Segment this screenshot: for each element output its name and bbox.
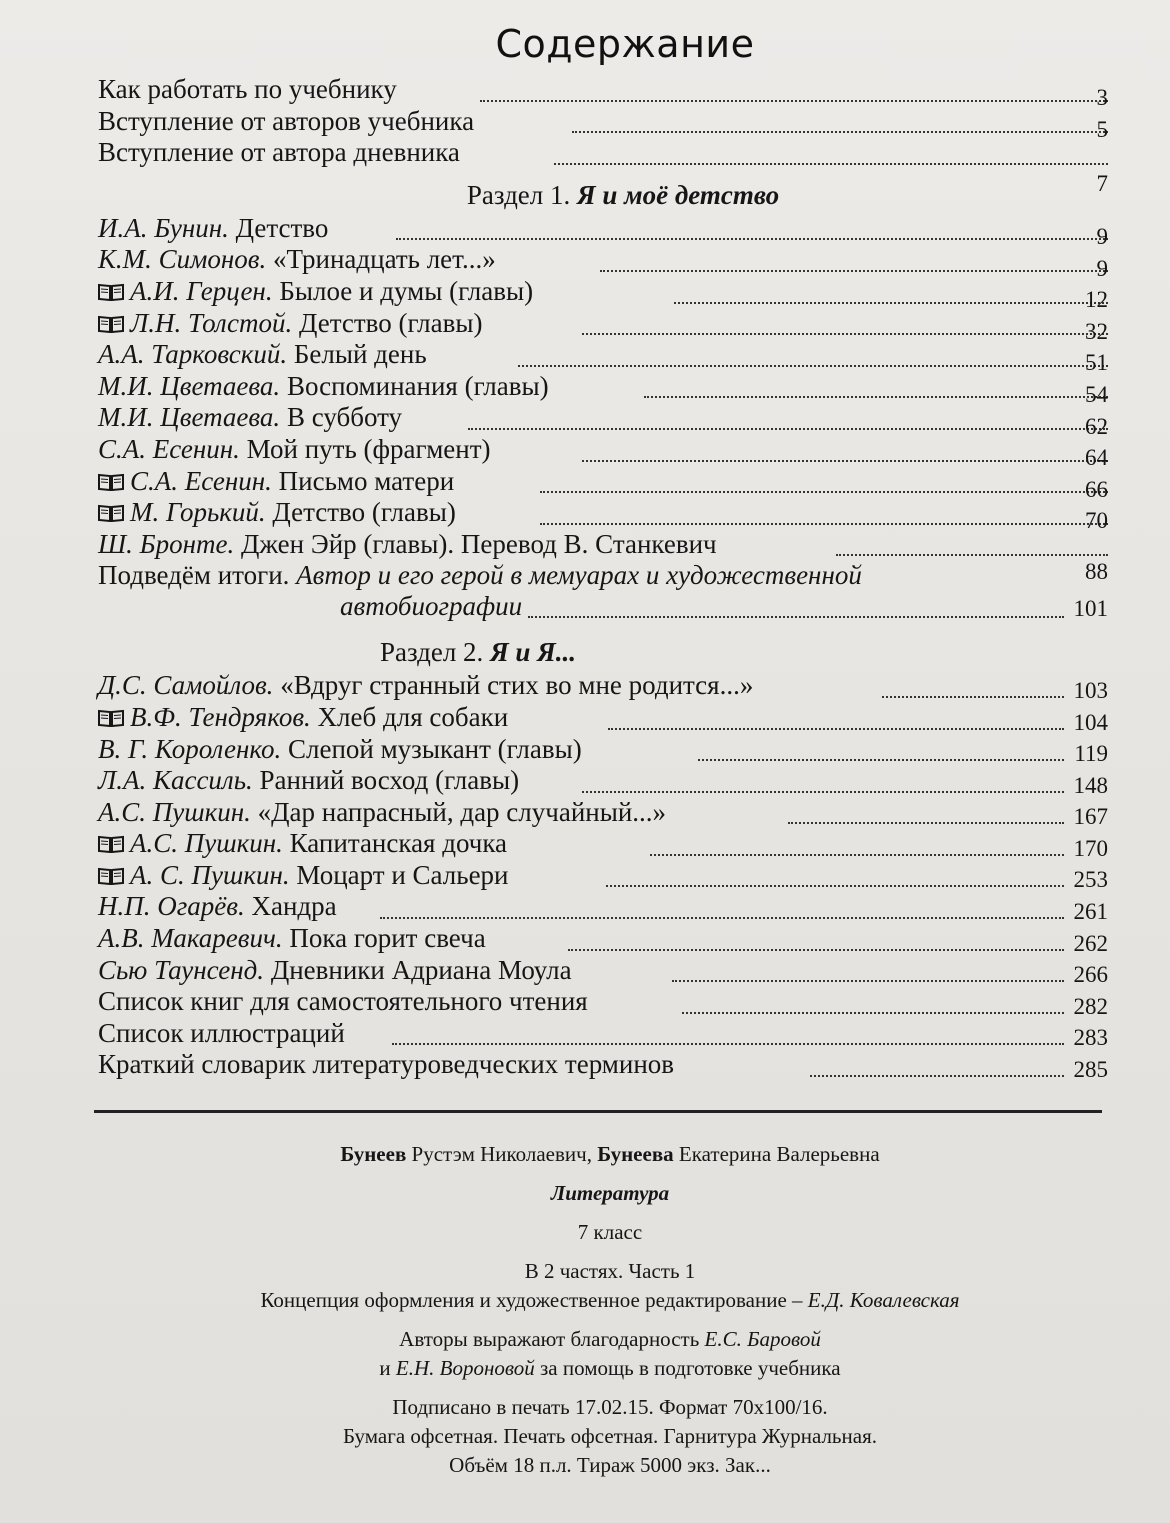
page-number: 70 (1085, 508, 1108, 534)
dot-leader (468, 428, 1108, 430)
page-number: 148 (1073, 772, 1108, 798)
dot-leader (380, 917, 1064, 919)
page-number: 119 (1074, 741, 1108, 767)
toc-row (98, 828, 1108, 860)
toc-row (98, 797, 1108, 829)
author-name: Л.Н. Толстой. (130, 307, 293, 338)
author-name: А.В. Макаревич. (98, 923, 283, 954)
work-title: Белый день (293, 339, 427, 370)
author-name: Ш. Бронте. (98, 528, 235, 559)
book-icon (98, 835, 124, 853)
author-name: В. Г. Короленко. (98, 733, 282, 764)
toc-row (98, 923, 1108, 955)
book-icon (98, 283, 124, 301)
dot-leader (582, 333, 1108, 335)
dot-leader (836, 554, 1108, 556)
work-title: В субботу (286, 402, 403, 433)
section-heading (98, 173, 1108, 213)
author-given-name: Екатерина Валерьевна (678, 1142, 880, 1166)
page-title: Содержание (495, 22, 755, 66)
table-of-contents (98, 74, 1108, 1081)
work-title: Детство (главы) (272, 497, 456, 528)
page-number: 32 (1085, 318, 1108, 344)
dot-leader (644, 396, 1108, 398)
thanks-name: Е.С. Баровой (704, 1327, 821, 1351)
work-title: Моцарт и Сальери (296, 859, 509, 890)
toc-row (98, 734, 1108, 766)
toc-entry-text: Как работать по учебнику (98, 74, 397, 104)
page-number: 88 (1085, 559, 1108, 585)
thanks-text: и (379, 1356, 391, 1380)
section-name: Я и Я... (490, 637, 577, 668)
dot-leader (698, 759, 1064, 761)
thanks-name: Е.Н. Вороновой (395, 1356, 535, 1380)
dot-leader (396, 238, 1108, 240)
print-paper-line: Бумага офсетная. Печать офсетная. Гарнитура Журнальная. (343, 1424, 877, 1448)
design-label: Концепция оформления и художественное редактирование – (260, 1288, 803, 1312)
parts-line: В 2 частях. Часть 1 (524, 1259, 696, 1283)
toc-row (98, 1049, 1108, 1081)
dot-leader (572, 131, 1108, 133)
divider-rule (94, 1110, 1102, 1113)
toc-row (98, 860, 1108, 892)
page-number: 104 (1073, 709, 1108, 735)
author-name: И.А. Бунин. (98, 212, 229, 243)
work-title: Письмо матери (278, 465, 455, 496)
author-given-name: Рустэм Николаевич, (411, 1142, 592, 1166)
author-name: С.А. Есенин. (98, 433, 240, 464)
author-name: В.Ф. Тендряков. (130, 701, 311, 732)
page-number: 285 (1073, 1057, 1108, 1083)
toc-row (98, 670, 1108, 702)
dot-leader (682, 1012, 1064, 1014)
page-number: 7 (1096, 170, 1108, 196)
page-number: 261 (1073, 899, 1108, 925)
toc-entry-text: Краткий словарик литературоведческих терминов (98, 1049, 675, 1080)
work-title: Хандра (251, 891, 337, 922)
work-title: Капитанская дочка (289, 828, 508, 859)
dot-leader (554, 163, 1108, 165)
author-surname: Бунеева (597, 1142, 674, 1166)
author-name: Л.А. Кассиль. (98, 765, 253, 796)
summary-label: Подведём итоги. (98, 560, 290, 591)
section-prefix: Раздел 2. (379, 637, 484, 668)
page-number: 3 (1096, 85, 1108, 111)
author-name: А.С. Пушкин. (98, 796, 251, 827)
dot-leader (606, 885, 1064, 887)
toc-row (98, 986, 1108, 1018)
dot-leader (582, 791, 1064, 793)
page-number: 12 (1085, 287, 1108, 313)
work-title: Былое и думы (главы) (279, 275, 534, 306)
page-number: 9 (1096, 255, 1108, 281)
page-number: 283 (1073, 1025, 1108, 1051)
author-name: А.А. Тарковский. (98, 339, 288, 370)
work-title: Дневники Адриана Моула (270, 954, 572, 985)
print-volume-line: Объём 18 п.л. Тираж 5000 экз. Зак... (449, 1453, 771, 1477)
book-icon (98, 867, 124, 885)
toc-entry-text: Список иллюстраций (98, 1017, 345, 1048)
work-title: Джен Эйр (главы). Перевод В. Станкевич (240, 528, 717, 559)
work-title: Воспоминания (главы) (286, 370, 549, 401)
toc-entry-text: Список книг для самостоятельного чтения (98, 986, 588, 1017)
page-number: 266 (1073, 962, 1108, 988)
toc-row (98, 765, 1108, 797)
page-number: 51 (1085, 350, 1108, 376)
author-name: А.И. Герцен. (130, 275, 273, 306)
design-line (60, 1286, 1160, 1315)
book-icon (98, 504, 124, 522)
author-name: А. С. Пушкин. (130, 859, 290, 890)
page-number: 9 (1096, 223, 1108, 249)
dot-leader (518, 365, 1108, 367)
toc-row (98, 213, 1108, 245)
author-name: Н.П. Огарёв. (98, 891, 245, 922)
toc-entry-text: Вступление от авторов учебника (98, 105, 475, 136)
toc-row (98, 702, 1108, 734)
book-icon (98, 709, 124, 727)
thanks-line (60, 1325, 1160, 1354)
section-name: Я и моё детство (577, 179, 780, 210)
work-title: Слепой музыкант (главы) (287, 733, 582, 764)
authors-line (60, 1140, 1160, 1169)
section-heading (98, 630, 858, 670)
work-title: «Тринадцать лет...» (273, 244, 496, 275)
summary-entry (98, 560, 1108, 624)
book-icon (98, 473, 124, 491)
toc-entry-text: Вступление от автора дневника (98, 137, 460, 168)
work-title: «Вдруг странный стих во мне родится...» (280, 670, 754, 701)
work-title: Мой путь (фрагмент) (246, 433, 491, 464)
dot-leader (568, 949, 1064, 951)
dot-leader (672, 980, 1064, 982)
toc-row (98, 74, 1108, 106)
work-title: Детство (главы) (299, 307, 483, 338)
work-title: Пока горит свеча (289, 923, 486, 954)
print-signed-line: Подписано в печать 17.02.15. Формат 70х100/16. (392, 1395, 828, 1419)
dot-leader (882, 696, 1064, 698)
work-title: «Дар напрасный, дар случайный...» (257, 796, 667, 827)
work-title: Хлеб для собаки (317, 701, 509, 732)
summary-title: Автор и его герой в мемуарах и художественной (296, 560, 862, 591)
page-number: 170 (1073, 835, 1108, 861)
book-subject: Литература (550, 1181, 670, 1205)
dot-leader (650, 854, 1064, 856)
page-number: 66 (1085, 476, 1108, 502)
dot-leader (810, 1075, 1064, 1077)
page-number: 262 (1073, 930, 1108, 956)
grade-line: 7 класс (577, 1220, 643, 1244)
imprint-block (60, 1140, 1160, 1480)
page-number: 167 (1073, 804, 1108, 830)
author-name: М.И. Цветаева. (98, 402, 281, 433)
section-prefix: Раздел 1. (466, 179, 571, 210)
thanks-text: Авторы выражают благодарность (399, 1327, 700, 1351)
page-number: 5 (1096, 116, 1108, 142)
dot-leader (480, 100, 1108, 102)
dot-leader (582, 460, 1108, 462)
toc-row (98, 1018, 1108, 1050)
work-title: Ранний восход (главы) (259, 765, 520, 796)
thanks-line (60, 1354, 1160, 1383)
dot-leader (600, 270, 1108, 272)
toc-row (98, 891, 1108, 923)
author-name: С.А. Есенин. (130, 465, 272, 496)
work-title: Детство (235, 212, 329, 243)
dot-leader (674, 302, 1108, 304)
dot-leader (540, 491, 1108, 493)
page-number: 54 (1085, 381, 1108, 407)
toc-row (98, 955, 1108, 987)
author-name: Д.С. Самойлов. (98, 670, 274, 701)
author-name: К.М. Симонов. (98, 244, 267, 275)
author-name: М. Горький. (130, 497, 266, 528)
page-number: 64 (1085, 445, 1108, 471)
page-number: 282 (1073, 993, 1108, 1019)
page-number: 101 (1073, 596, 1108, 622)
summary-title-cont: автобиографии (340, 591, 523, 622)
dot-leader (540, 523, 1108, 525)
author-surname: Бунеев (340, 1142, 407, 1166)
dot-leader (528, 616, 1064, 618)
book-icon (98, 315, 124, 333)
author-name: Сью Таунсенд. (98, 954, 265, 985)
design-person: Е.Д. Ковалевская (807, 1288, 960, 1312)
author-name: М.И. Цветаева. (98, 370, 281, 401)
author-name: А.С. Пушкин. (130, 828, 283, 859)
thanks-text: за помощь в подготовке учебника (539, 1356, 841, 1380)
dot-leader (788, 822, 1064, 824)
page-number: 103 (1073, 677, 1108, 703)
page-number: 62 (1085, 413, 1108, 439)
dot-leader (392, 1043, 1064, 1045)
page-number: 253 (1073, 867, 1108, 893)
dot-leader (608, 728, 1064, 730)
